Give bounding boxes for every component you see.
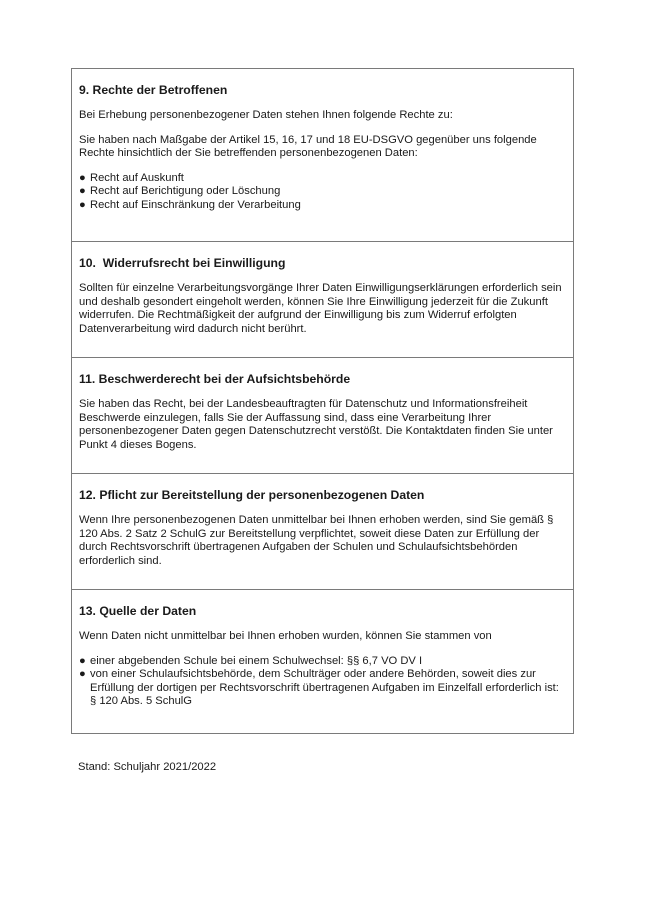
section-right-to-complain — [72, 357, 573, 473]
section-paragraph: Bei Erhebung personenbezogener Daten stehen Ihnen folgende Rechte zu: — [79, 109, 453, 121]
section-paragraph: Wenn Ihre personenbezogenen Daten unmittelbar bei Ihnen erhoben werden, sind Sie gemäß § 120 Abs. 2 Satz 2 SchulG zur Bereitstellung verpflichtet, soweit diese Daten zur Erfüllung der durch Rechtsvorschrift übertragenen Aufgaben der Schulen und Schulaufsichtsbehörden erforderlich sind. — [79, 514, 554, 567]
section-rights-of-data-subjects — [72, 69, 573, 241]
section-heading: 10. Widerrufsrecht bei Einwilligung — [79, 256, 286, 270]
rights-list — [79, 172, 566, 213]
section-right-of-withdrawal — [72, 241, 573, 357]
section-paragraph: Sie haben das Recht, bei der Landesbeauftragten für Datenschutz und Informationsfreiheit Beschwerde einzulegen, falls Sie der Auffassung sind, dass eine Verarbeitung Ihrer personenbezogener Daten gegen Datenschutzrecht verstößt. Die Kontaktdaten finden Sie unter Punkt 4 dieses Bogens. — [79, 398, 553, 451]
list-item-text: Recht auf Berichtigung oder Löschung — [90, 185, 281, 198]
list-item — [79, 172, 566, 186]
document-status-footer: Stand: Schuljahr 2021/2022 — [78, 761, 217, 773]
list-item-text: einer abgebenden Schule bei einem Schulwechsel: §§ 6,7 VO DV I — [90, 654, 423, 667]
section-source-of-data — [72, 589, 573, 733]
list-item-text: Recht auf Auskunft — [90, 171, 184, 184]
bullet-icon: ● — [79, 171, 86, 184]
list-item — [79, 655, 566, 669]
bullet-icon: ● — [79, 654, 86, 667]
bullet-icon: ● — [79, 185, 86, 198]
bullet-icon: ● — [79, 668, 86, 681]
section-heading: 13. Quelle der Daten — [79, 604, 197, 618]
list-item — [79, 185, 566, 199]
list-item-text: von einer Schulaufsichtsbehörde, dem Schulträger oder andere Behörden, soweit dies zur Erfüllung der dortigen per Rechtsvorschrift übertragenen Aufgaben im Einzelfall erforderlich ist: § 120 Abs. 5 SchulG — [90, 668, 559, 708]
sources-list — [79, 655, 566, 709]
section-heading: 9. Rechte der Betroffenen — [79, 83, 228, 97]
section-paragraph: Sollten für einzelne Verarbeitungsvorgänge Ihrer Daten Einwilligungserklärungen erforderlich sein und deshalb gesondert eingeholt werden, können Sie Ihre Einwilligung jederzeit für die Zukunft widerrufen. Die Rechtmäßigkeit der aufgrund der Einwilligung bis zum Widerruf erfolgten Datenverarbeitung wird dadurch nicht berührt. — [79, 282, 562, 335]
list-item — [79, 199, 566, 213]
section-paragraph: Wenn Daten nicht unmittelbar bei Ihnen erhoben wurden, können Sie stammen von — [79, 630, 492, 642]
list-item-text: Recht auf Einschränkung der Verarbeitung — [90, 198, 301, 211]
privacy-info-table — [71, 68, 574, 734]
bullet-icon: ● — [79, 198, 86, 211]
section-heading: 12. Pflicht zur Bereitstellung der personenbezogenen Daten — [79, 488, 425, 502]
section-obligation-to-provide-data — [72, 473, 573, 589]
section-paragraph: Sie haben nach Maßgabe der Artikel 15, 16, 17 und 18 EU-DSGVO gegenüber uns folgende Rechte hinsichtlich der Sie betreffenden personenbezogenen Daten: — [79, 133, 537, 160]
list-item — [79, 668, 566, 709]
section-heading: 11. Beschwerderecht bei der Aufsichtsbehörde — [79, 372, 351, 386]
